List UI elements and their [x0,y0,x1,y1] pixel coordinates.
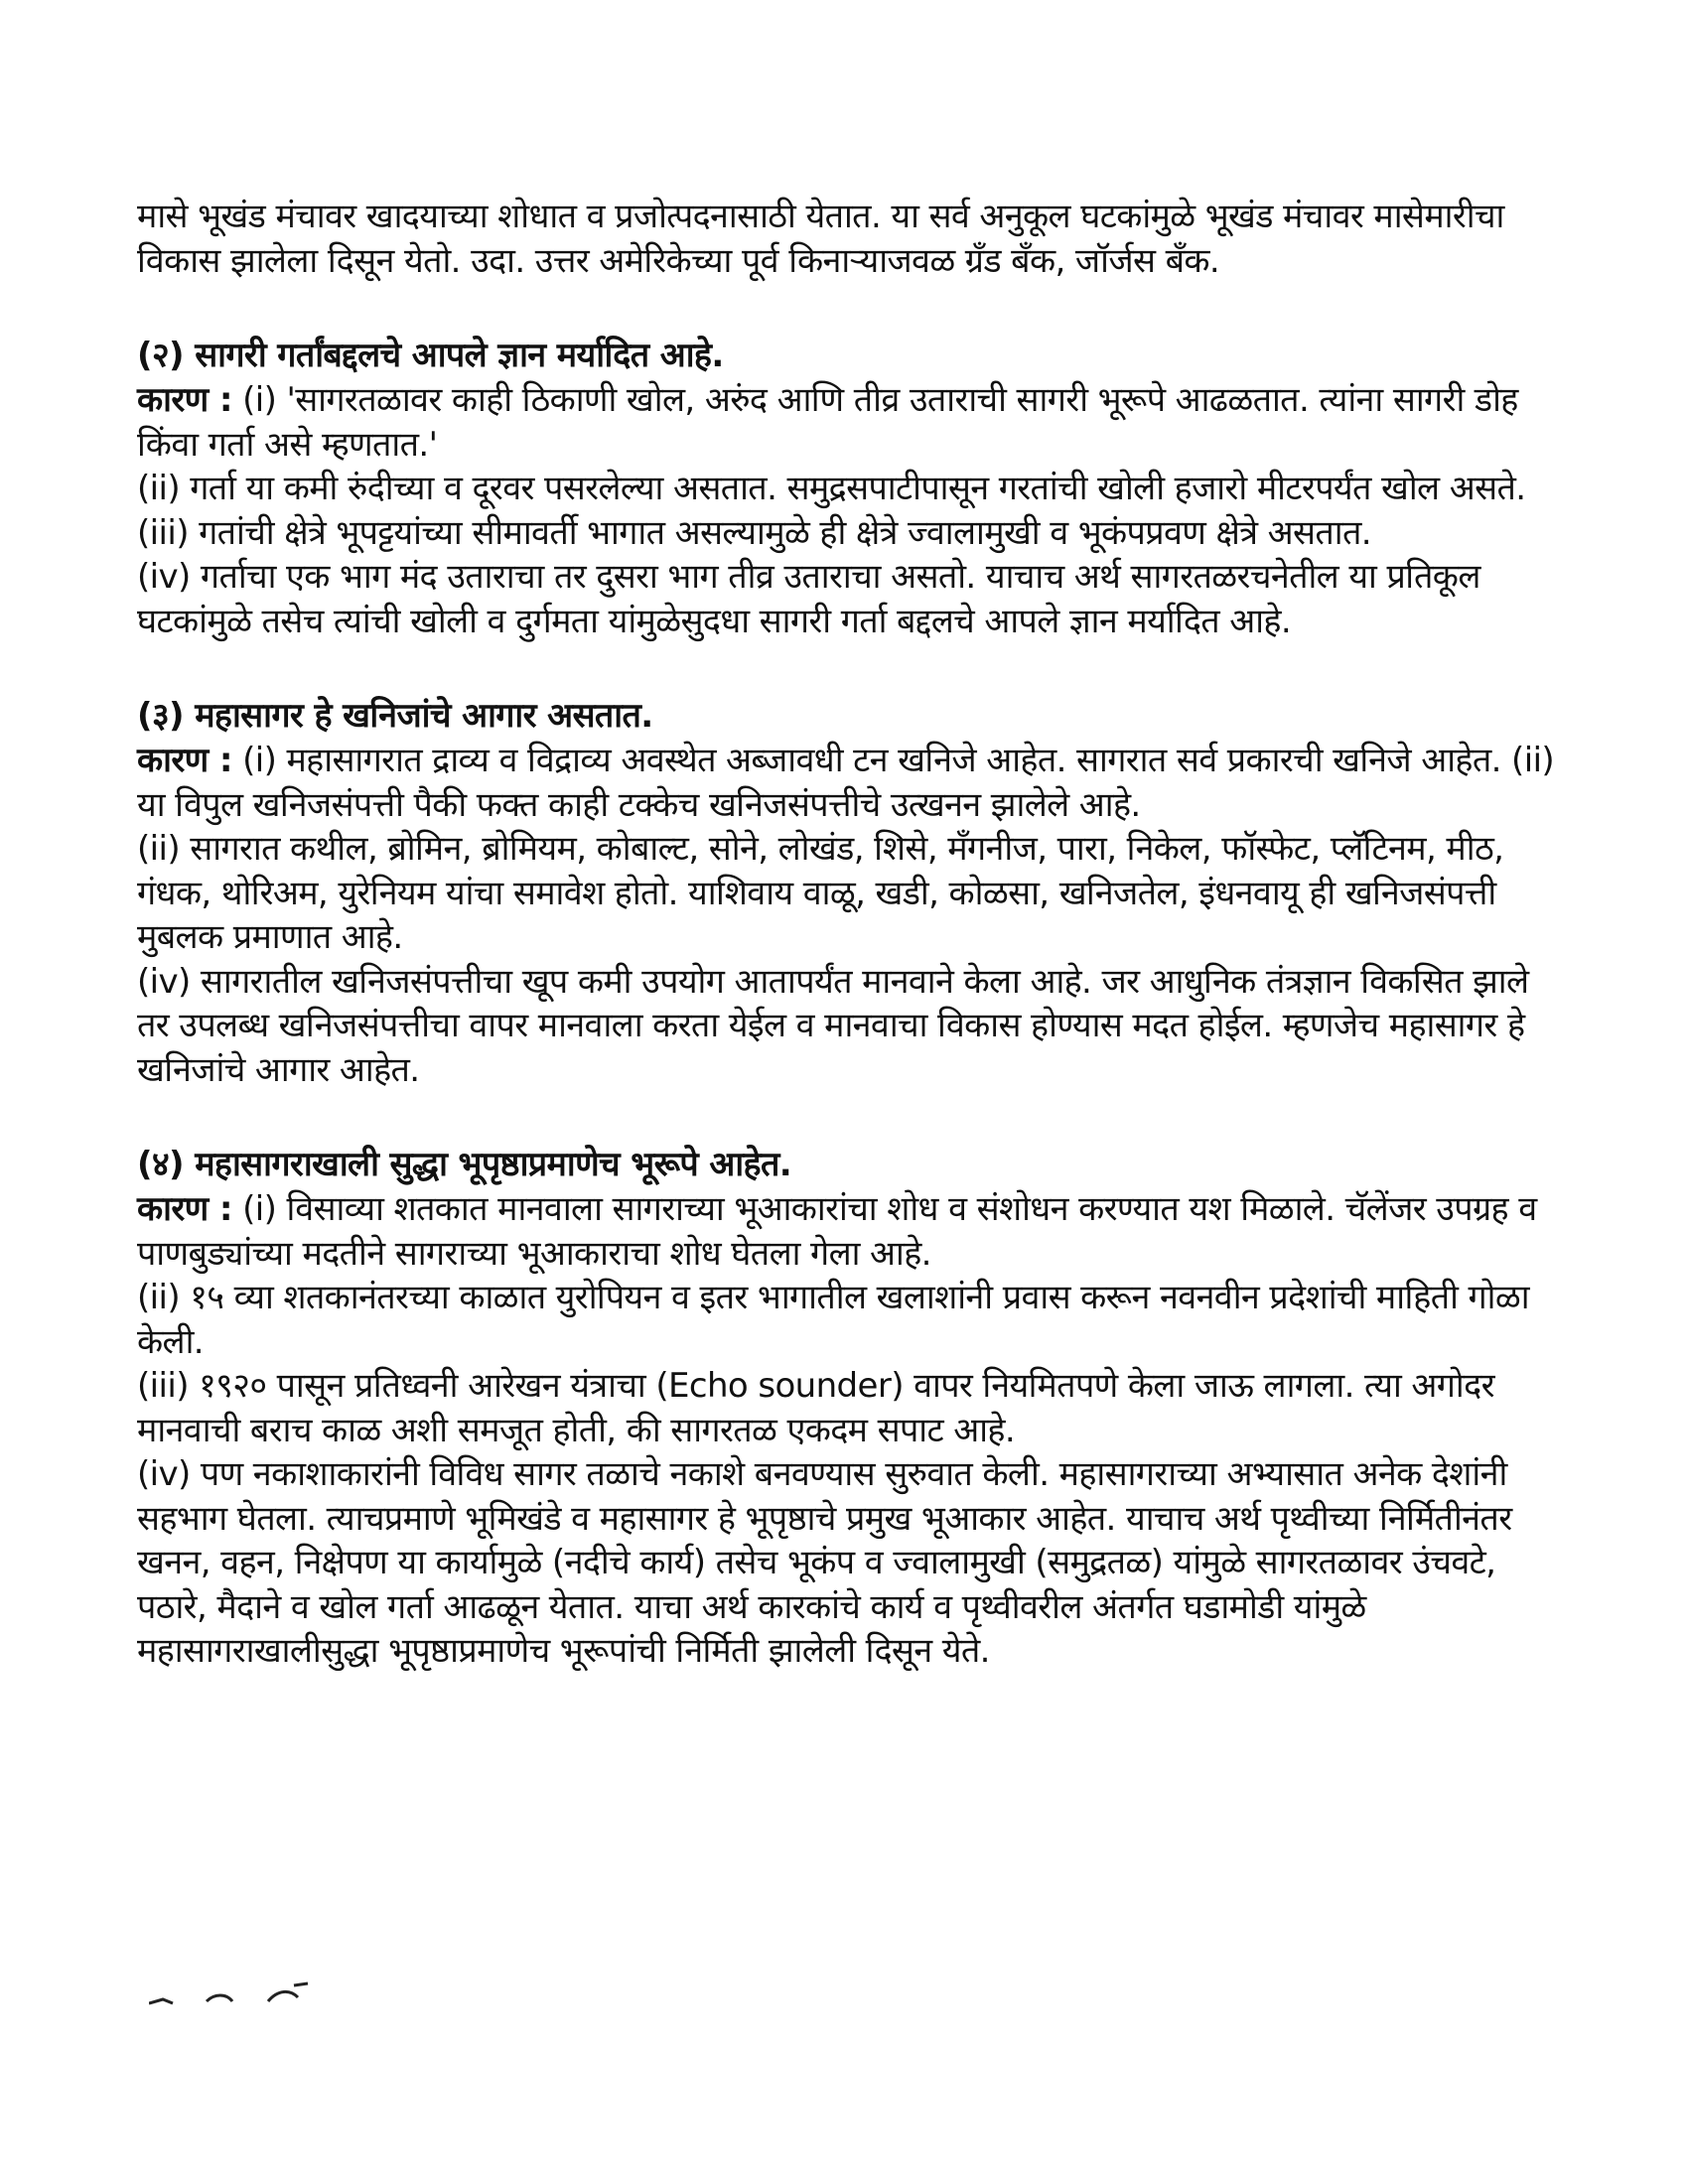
point-line: (ii) १५ व्या शतकानंतरच्या काळात युरोपियन व इतर भागातील खलाशांनी प्रवास करून नवनवीन प्रदेशांची माहिती गोळा केली. [137,1278,1529,1362]
point-line: (ii) सागरात कथील, ब्रोमिन, ब्रोमियम, कोबाल्ट, सोने, लोखंड, शिसे, मँगनीज, पारा, निकेल, फॉस्फेट, प्लॅटिनम, मीठ, गंधक, थोरिअम, युरेनियम यांचा समावेश होतो. याशिवाय वाळू, खडी, कोळसा, खनिजतेल, इंधनवायू ही खनिजसंपत्ती मुबलक प्रमाणात आहे. [137,829,1504,957]
point-line: (ii) गर्ता या कमी रुंदीच्या व दूरवर पसरलेल्या असतात. समुद्रसपाटीपासून गरतांची खोली हजारो मीटरपर्यंत खोल असते. [137,469,1526,508]
reason-text: (i) 'सागरतळावर काही ठिकाणी खोल, अरुंद आणि तीव्र उताराची सागरी भूरूपे आढळतात. त्यांना सागरी डोह किंवा गर्ता असे म्हणतात.' [137,380,1518,465]
point-line: (iii) १९२० पासून प्रतिध्वनी आरेखन यंत्राचा (Echo sounder) वापर नियमितपणे केला जाऊ लागला. त्या अगोदर मानवाची बराच काळ अशी समजूत होती, की सागरतळ एकदम सपाट आहे. [137,1366,1494,1450]
intro-paragraph: मासे भूखंड मंचावर खादयाच्या शोधात व प्रजोत्पदनासाठी येतात. या सर्व अनुकूल घटकांमुळे भूखंड मंचावर मासेमारीचा विकास झालेला दिसून येतो. उदा. उत्तर अमेरिकेच्या पूर्व किनाऱ्याजवळ ग्रँड बँक, जॉर्जस बँक. [137,197,1504,281]
reason-line [137,378,1559,467]
document-body [137,195,1559,1674]
point-line: (iii) गतांची क्षेत्रे भूपट्टयांच्या सीमावर्ती भागात असल्यामुळे ही क्षेत्रे ज्वालामुखी व भूकंपप्रवण क्षेत्रे असतात. [137,512,1371,553]
point-line: (iv) गर्ताचा एक भाग मंद उताराचा तर दुसरा भाग तीव्र उताराचा असतो. याचाच अर्थ सागरतळरचनेतील या प्रतिकूल घटकांमुळे तसेच त्यांची खोली व दुर्गमता यांमुळेसुदधा सागरी गर्ता बद्दलचे आपले ज्ञान मर्यादित आहे. [137,557,1480,641]
point-line: (iv) सागरातील खनिजसंपत्तीचा खूप कमी उपयोग आतापर्यंत मानवाने केला आहे. जर आधुनिक तंत्रज्ञान विकसित झाले तर उपलब्ध खनिजसंपत्तीचा वापर मानवाला करता येईल व मानवाचा विकास होण्यास मदत होईल. म्हणजेच महासागर हे खनिजांचे आगार आहेत. [137,961,1529,1090]
section-heading: (२) सागरी गर्तांबद्दलचे आपले ज्ञान मर्यादित आहे. [137,336,724,375]
section-3 [137,693,1559,1092]
section-heading: (४) महासागराखाली सुद्धा भूपृष्ठाप्रमाणेच भूरूपे आहेत. [137,1145,792,1184]
reason-line [137,1187,1559,1276]
reason-text: (i) महासागरात द्राव्य व विद्राव्य अवस्थेत अब्जावधी टन खनिजे आहेत. सागरात सर्व प्रकारची खनिजे आहेत. (ii) या विपुल खनिजसंपत्ती पैकी फक्त काही टक्केच खनिजसंपत्तीचे उत्खनन झालेले आहे. [137,741,1555,825]
reason-label: कारण : [137,380,232,420]
section-heading: (३) महासागर हे खनिजांचे आगार असतात. [137,696,653,736]
reason-label: कारण : [137,741,232,780]
section-2 [137,333,1559,643]
reason-text: (i) विसाव्या शतकात मानवाला सागराच्या भूआकारांचा शोध व संशोधन करण्यात यश मिळाले. चॅलेंजर उपग्रह व पाणबुड्यांच्या मदतीने सागराच्या भूआकाराचा शोध घेतला गेला आहे. [137,1189,1537,1274]
point-line: (iv) पण नकाशाकारांनी विविध सागर तळाचे नकाशे बनवण्यास सुरुवात केली. महासागराच्या अभ्यासात अनेक देशांनी सहभाग घेतला. त्याचप्रमाणे भूमिखंडे व महासागर हे भूपृष्ठाचे प्रमुख भूआकार आहेत. याचाच अर्थ पृथ्वीच्या निर्मितीनंतर खनन, वहन, निक्षेपण या कार्यामुळे (नदीचे कार्य) तसेच भूकंप व ज्वालामुखी (समुद्रतळ) यांमुळे सागरतळावर उंचवटे, पठारे, मैदाने व खोल गर्ता आढळून येतात. याचा अर्थ कारकांचे कार्य व पृथ्वीवरील अंतर्गत घडामोडी यांमुळे महासागराखालीसुद्धा भूपृष्ठाप्रमाणेच भूरूपांची निर्मिती झालेली दिसून येते. [137,1454,1512,1671]
reason-label: कारण : [137,1189,232,1229]
section-4 [137,1142,1559,1674]
cropped-text-fragment [149,1976,357,2005]
reason-line [137,739,1559,827]
